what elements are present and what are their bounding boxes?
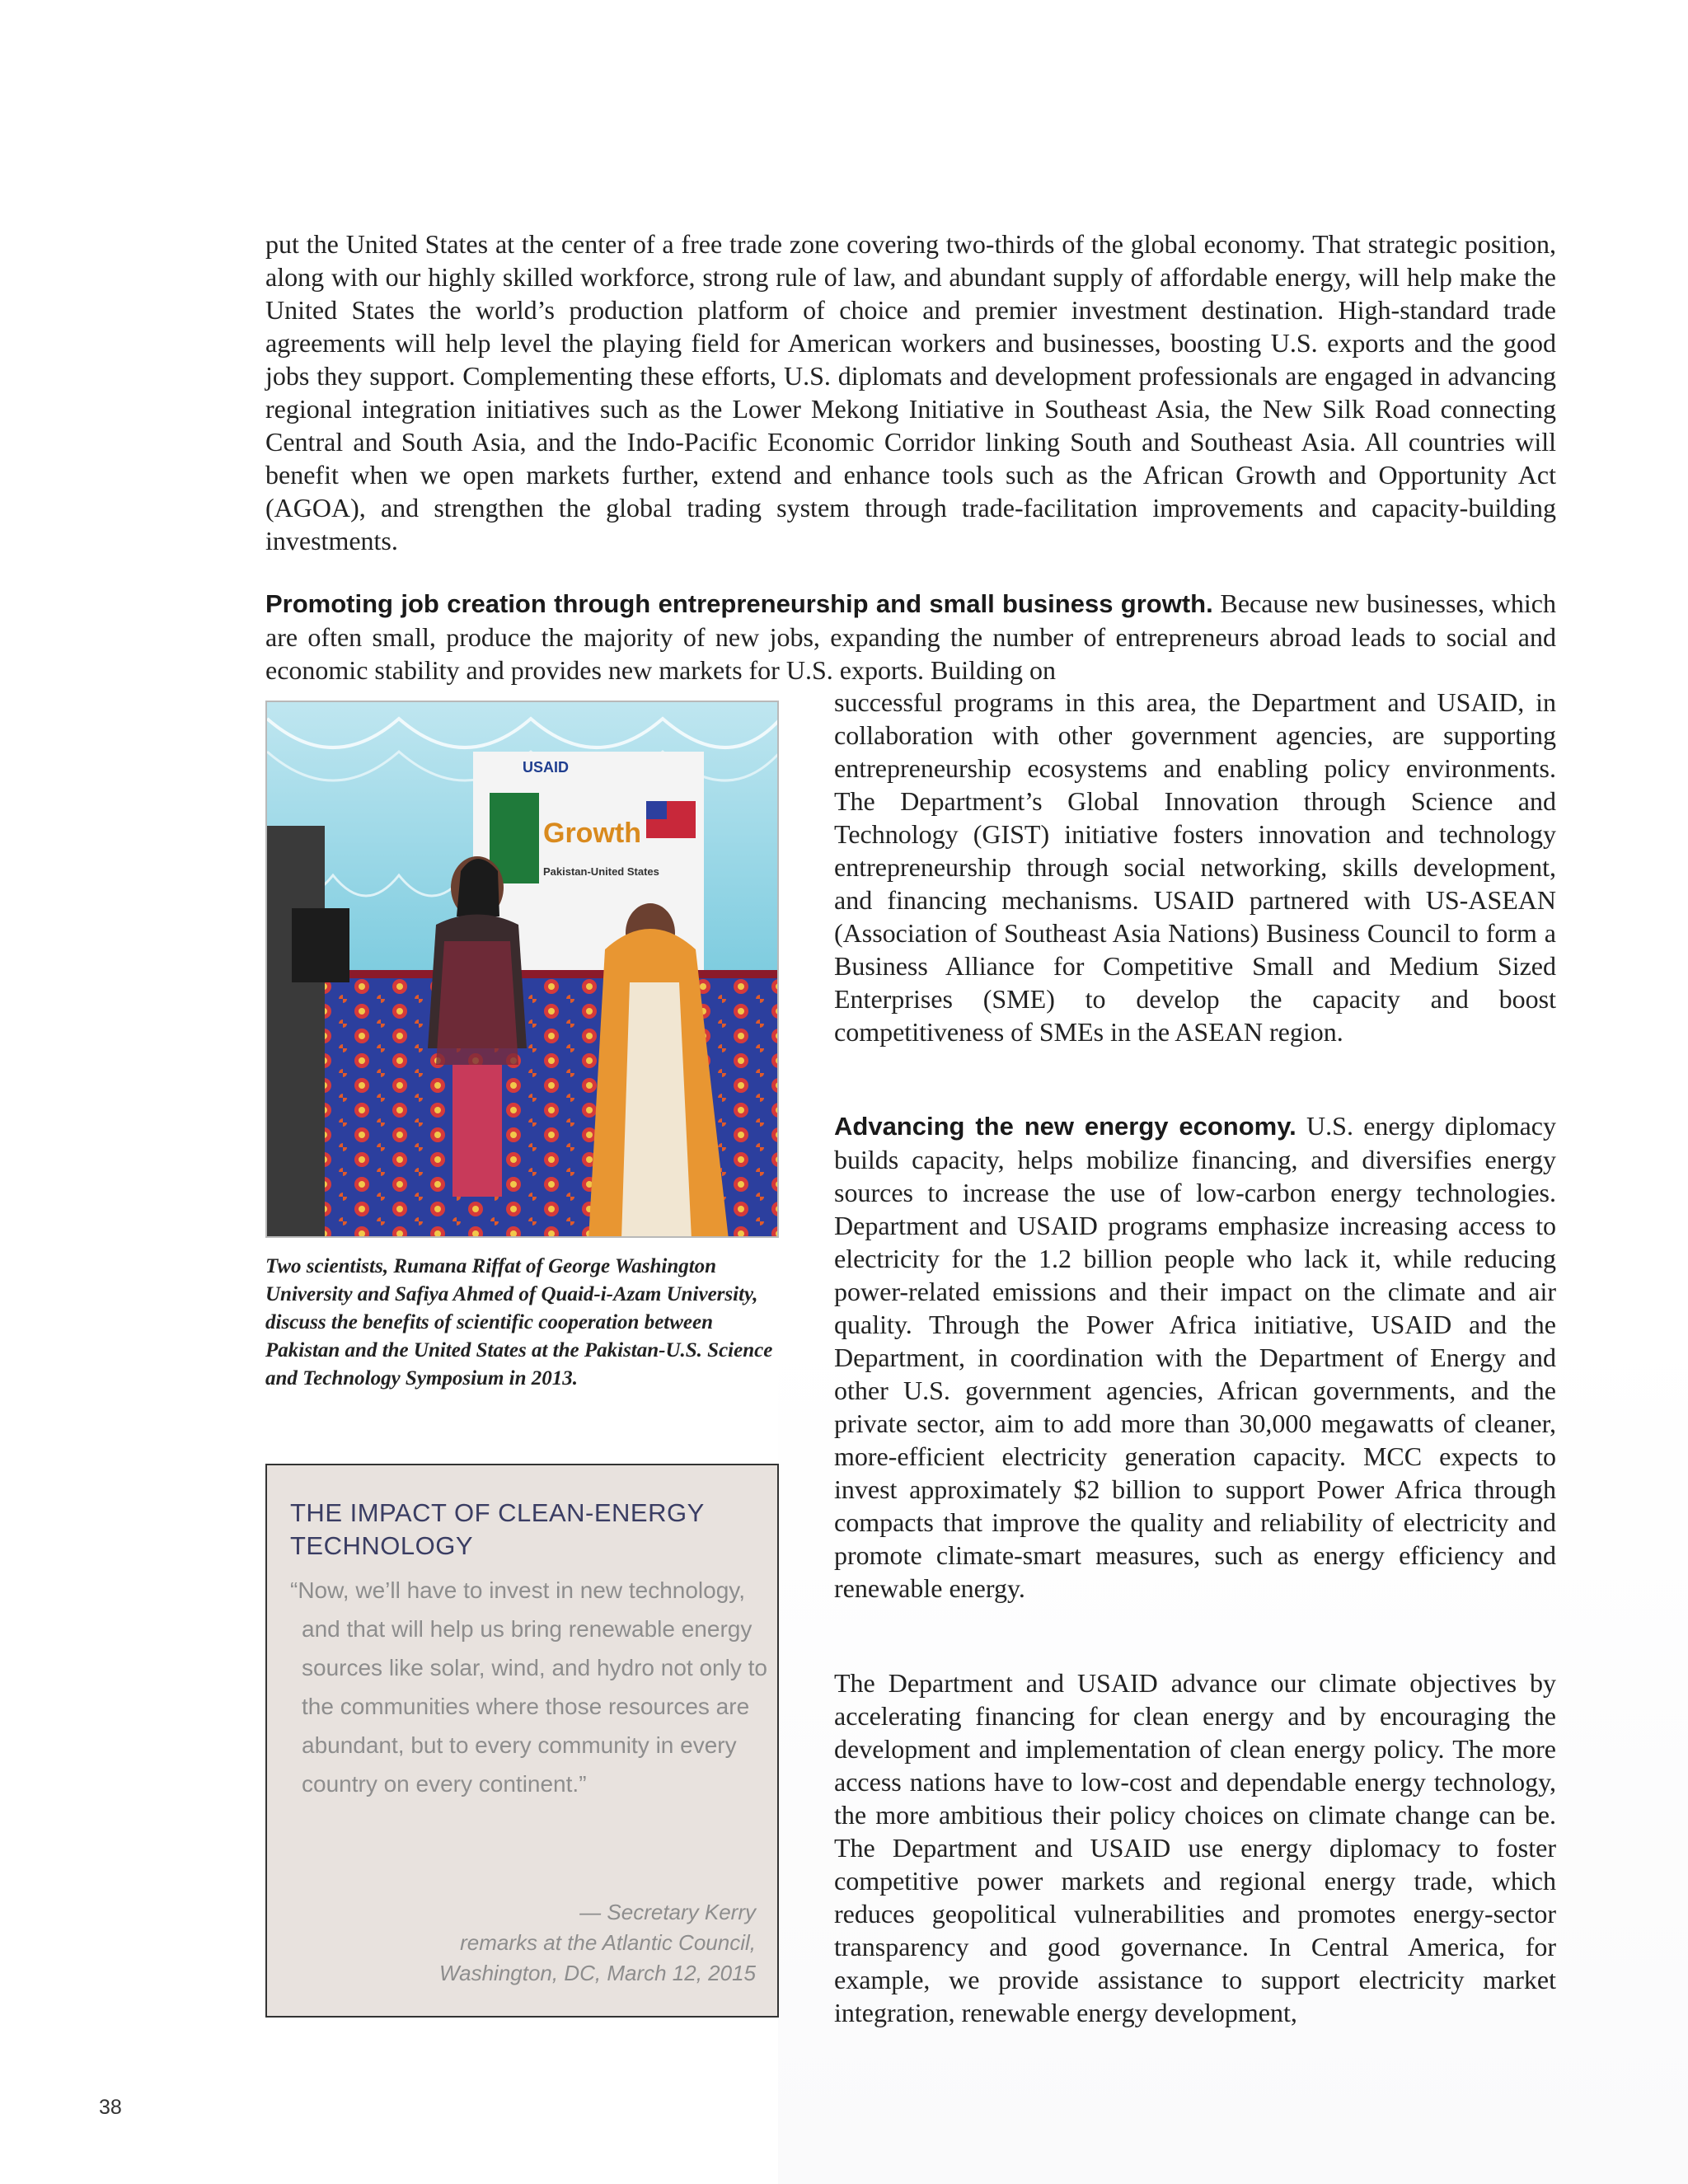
photo-illustration <box>267 702 779 1238</box>
paragraph-lead-entrepreneurship: Promoting job creation through entrepreneurship and small business growth. <box>265 589 1213 618</box>
paragraph-lead-energy: Advancing the new energy economy. <box>834 1112 1296 1141</box>
paragraph-text-energy: U.S. energy diplomacy builds capacity, helps mobilize financing, and diversifies energy sources to increase the use of low-carbon energy technologies. Department and USAID programs emphasize increasing access to electricity for the 1.2 billion people who lack it, while reducing power-related emissions and their impact on the climate and air quality. Through the Power Africa initiative, USAID and the Department, in coordination with the Department of Energy and other U.S. government agencies, African governments, and the private sector, aim to add more than 30,000 megawatts of cleaner, more-efficient electricity generation capacity. MCC expects to invest approximately $2 billion to support Power Africa through compacts that improve the quality and reliability of electricity and promote climate-smart measures, such as energy efficiency and renewable energy. <box>834 1111 1556 1603</box>
callout-attribution <box>393 1897 756 1989</box>
body-paragraph-entrepreneurship-cont: successful programs in this area, the Department and USAID, in collaboration with other government agencies, are supporting entrepreneurship ecosystems and enabling policy environments. The Department’s Global Innovation through Science and Technology (GIST) initiative fosters innovation and technology entrepreneurship through social networking, skills development, and financing mechanisms. USAID partnered with US-ASEAN (Association of Southeast Asia Nations) Business Council to form a Business Alliance for Competitive Small and Medium Sized Enterprises (SME) to develop the capacity and boost competitiveness of SMEs in the ASEAN region. <box>834 687 1556 1047</box>
photo-banner-subtitle: Pakistan-United States <box>543 865 659 878</box>
callout-quote: “Now, we’ll have to invest in new technology, and that will help us bring renewable energy sources like solar, wind, and hydro not only to the communities where those resources are abundant, but to every community in every country on every continent.” <box>290 1577 767 1797</box>
callout-attribution-event: remarks at the Atlantic Council, <box>460 1930 756 1955</box>
callout-attribution-name: — Secretary Kerry <box>579 1900 756 1924</box>
body-paragraph-climate: The Department and USAID advance our climate objectives by accelerating financing for clean energy and by encouraging the development and implementation of clean energy policy. The more access nations have to low-cost and dependable energy technology, the more ambitious their policy choices on climate change can be. The Department and USAID use energy diplomacy to foster competitive power markets and regional energy trade, which reduces geopolitical vulnerabilities and promotes energy-sector transparency and good governance. In Central America, for example, we provide assistance to support electricity market integration, renewable energy development, <box>834 1668 1556 2027</box>
photo-caption: Two scientists, Rumana Riffat of George Washington University and Safiya Ahmed of Quaid-i-Azam University, discuss the benefits of scientific cooperation between Pakistan and the United States at the Pakistan-U.S. Science and Technology Symposium in 2013. <box>265 1255 773 1390</box>
symposium-photo <box>265 701 779 1238</box>
page-number: 38 <box>99 2096 122 2119</box>
callout-box <box>265 1464 779 2018</box>
body-paragraph-energy <box>834 1109 1556 1605</box>
photo-banner-title: Growth <box>543 818 641 849</box>
photo-banner-logo: USAID <box>523 759 570 776</box>
body-paragraph-entrepreneurship <box>265 587 1556 687</box>
body-paragraph-trade: put the United States at the center of a free trade zone covering two-thirds of the global economy. That strategic position, along with our highly skilled workforce, strong rule of law, and abundant supply of affordable energy, will help make the United States the world’s production platform of choice and premier investment destination. High-standard trade agreements will help level the playing field for American workers and businesses, boosting U.S. exports and the good jobs they support. Complementing these efforts, U.S. diplomats and development professionals are engaged in advancing regional integration initiatives such as the Lower Mekong Initiative in Southeast Asia, the New Silk Road connecting Central and South Asia, and the Indo-Pacific Economic Corridor linking South and Southeast Asia. All countries will benefit when we open markets further, extend and enhance tools such as the African Growth and Opportunity Act (AGOA), and strengthen the global trading system through trade-facilitation improvements and capacity-building investments. <box>265 229 1556 555</box>
callout-title: THE IMPACT OF CLEAN-ENERGY TECHNOLOGY <box>290 1498 705 1560</box>
paragraph-text-entrepreneurship-top: Because new businesses, which are often small, produce the majority of new jobs, expanding the number of entrepreneurs abroad leads to social and economic stability and provides new markets for U.S. exports. Building on <box>265 588 1557 685</box>
callout-attribution-place-date: Washington, DC, March 12, 2015 <box>439 1961 756 1985</box>
